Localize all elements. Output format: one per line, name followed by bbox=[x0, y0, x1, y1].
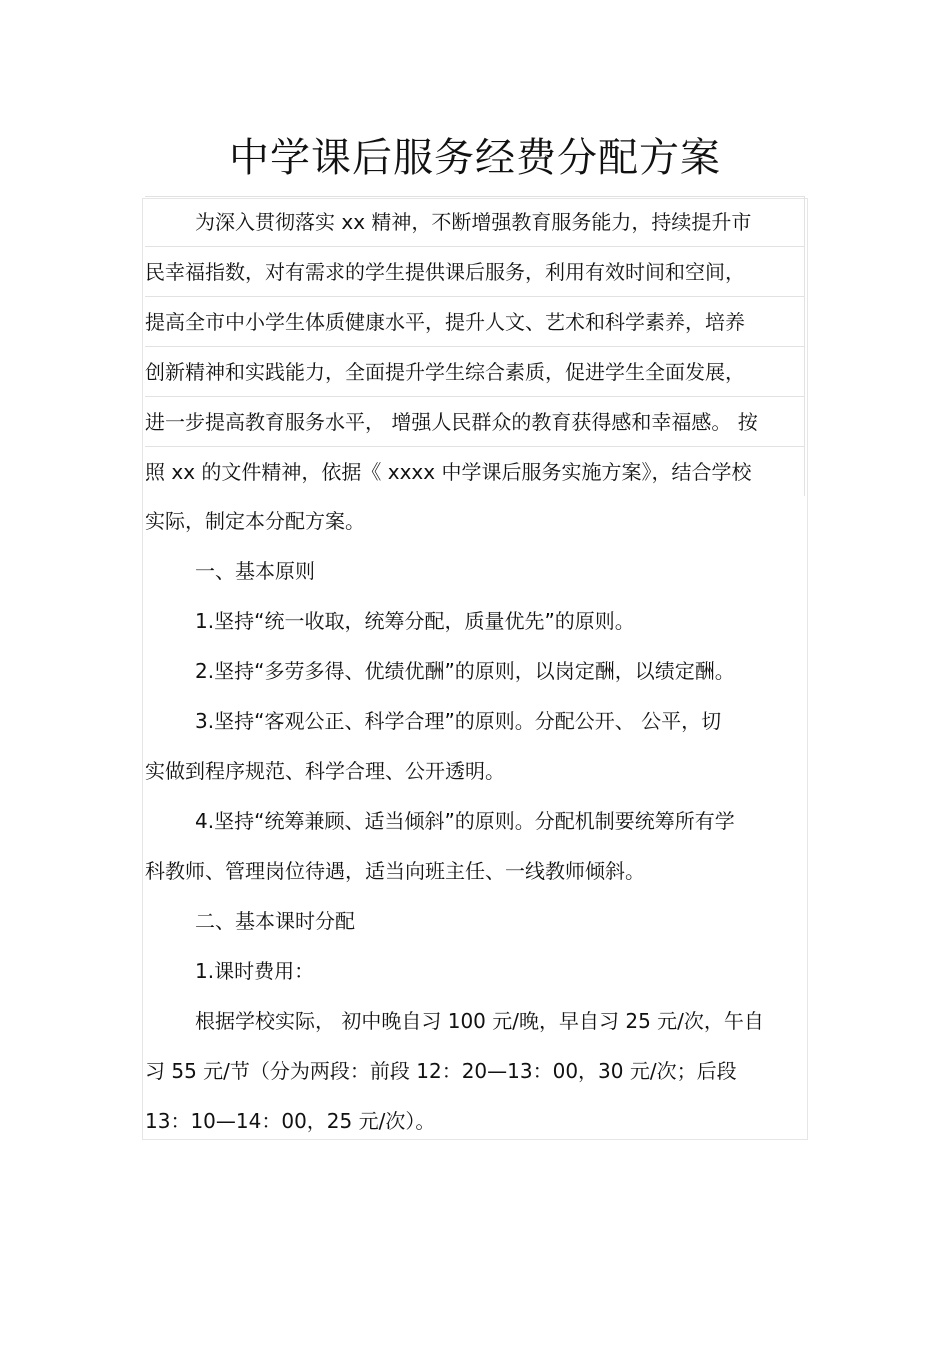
paragraph-line: 民幸福指数，对有需求的学生提供课后服务，利用有效时间和空间， bbox=[145, 246, 805, 296]
paragraph-line: 照 xx 的文件精神，依据《 xxxx 中学课后服务实施方案》，结合学校 bbox=[145, 446, 805, 496]
list-item: 4.坚持“统筹兼顾、适当倾斜”的原则。分配机制要统筹所有学 bbox=[195, 809, 735, 833]
paragraph-line: 根据学校实际， 初中晚自习 100 元/晚，早自习 25 元/次，午自 bbox=[195, 1009, 764, 1033]
paragraph-line: 创新精神和实践能力，全面提升学生综合素质，促进学生全面发展， bbox=[145, 346, 805, 396]
paragraph-line: 实做到程序规范、科学合理、公开透明。 bbox=[145, 759, 505, 783]
list-item: 2.坚持“多劳多得、优绩优酬”的原则，以岗定酬，以绩定酬。 bbox=[195, 659, 735, 683]
section-heading: 一、基本原则 bbox=[195, 559, 315, 583]
paragraph-line: 进一步提高教育服务水平， 增强人民群众的教育获得感和幸福感。 按 bbox=[145, 396, 805, 446]
list-item: 1.坚持“统一收取，统筹分配，质量优先”的原则。 bbox=[195, 609, 635, 633]
paragraph-line: 习 55 元/节（分为两段：前段 12：20—13：00，30 元/次；后段 bbox=[145, 1059, 737, 1083]
paragraph-line: 提高全市中小学生体质健康水平，提升人文、艺术和科学素养，培养 bbox=[145, 296, 805, 346]
paragraph-line: 科教师、管理岗位待遇，适当向班主任、一线教师倾斜。 bbox=[145, 859, 645, 883]
paragraph-line: 实际，制定本分配方案。 bbox=[145, 509, 365, 533]
paragraph-line: 为深入贯彻落实 xx 精神，不断增强教育服务能力，持续提升市 bbox=[145, 196, 805, 246]
paragraph-line: 13：10—14：00，25 元/次）。 bbox=[145, 1109, 436, 1133]
list-item: 3.坚持“客观公正、科学合理”的原则。分配公开、 公平，切 bbox=[195, 709, 722, 733]
section-heading: 二、基本课时分配 bbox=[195, 909, 355, 933]
document-title: 中学课后服务经费分配方案 bbox=[229, 135, 721, 181]
subheading: 1.课时费用： bbox=[195, 959, 315, 983]
